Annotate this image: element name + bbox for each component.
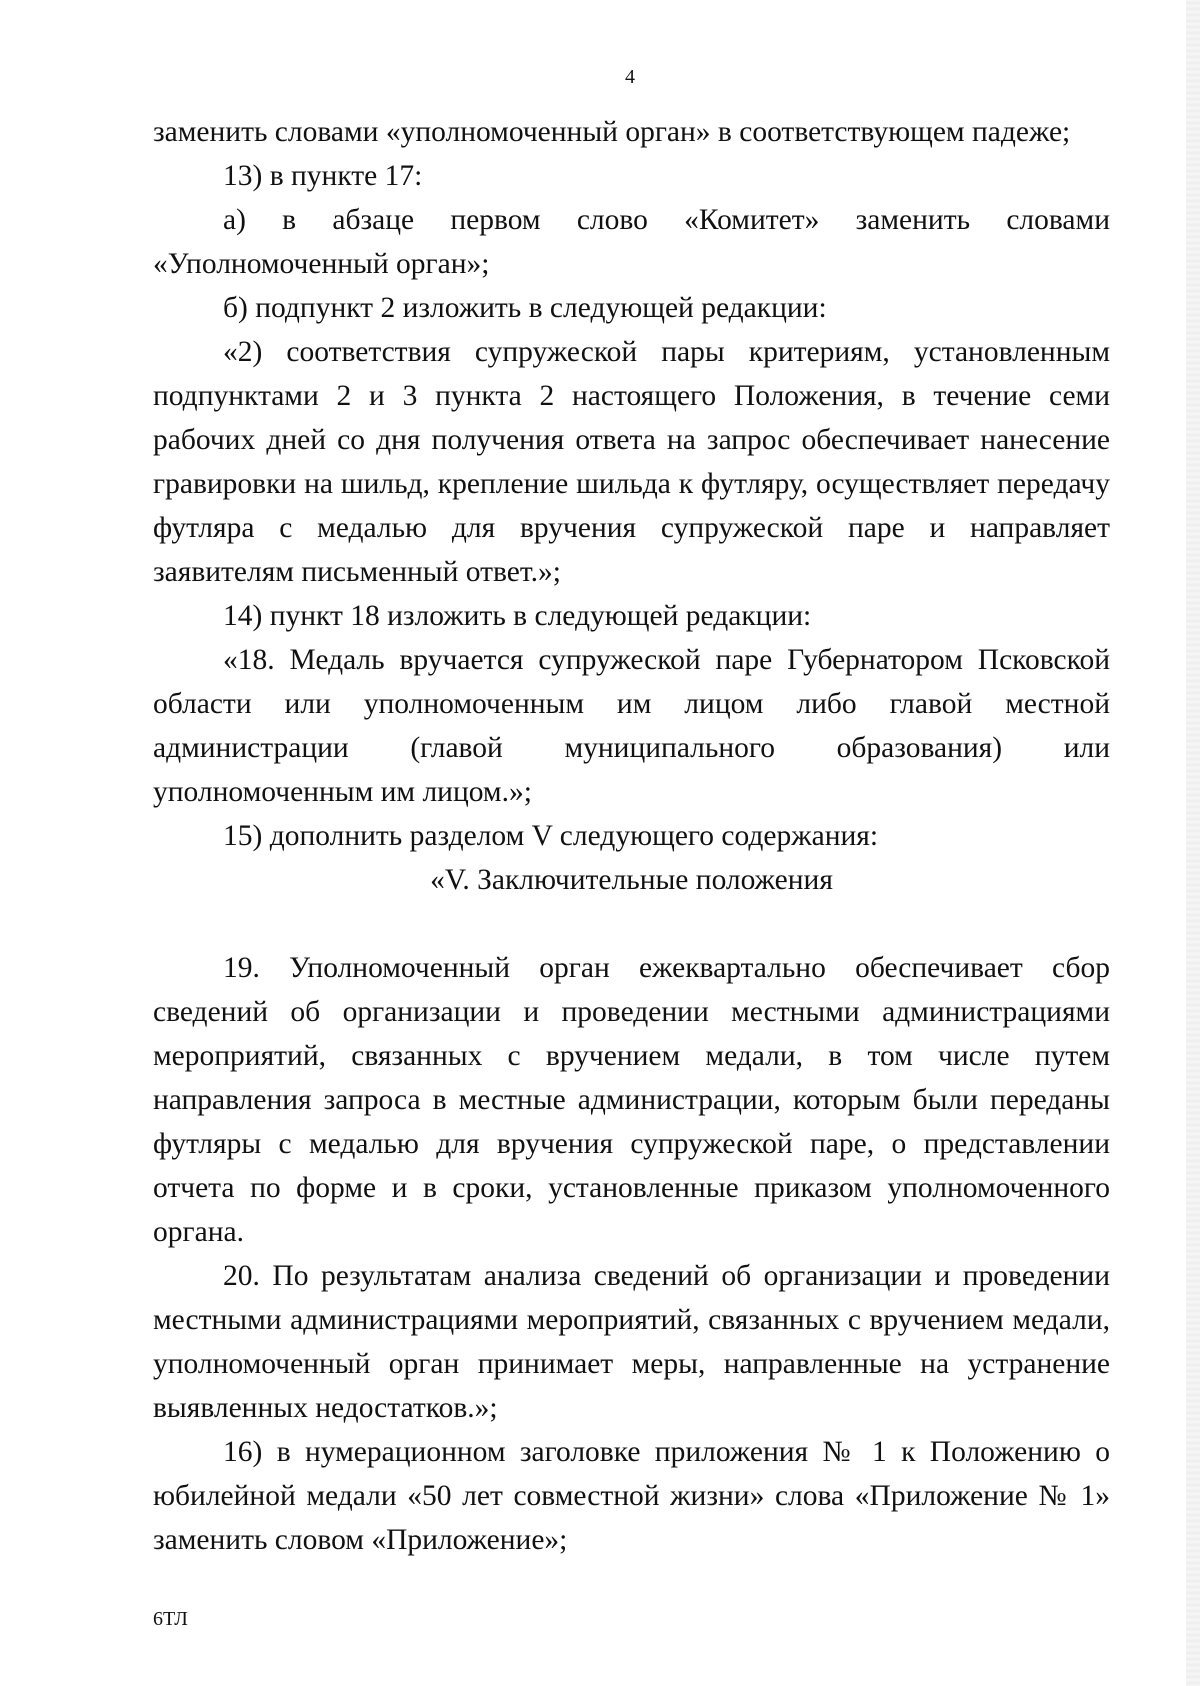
item-15: 15) дополнить разделом V следующего содержания:: [223, 820, 879, 852]
item-16: 16) в нумерационном заголовке приложения № 1 к Положению о юбилейной медали «50 лет совместной жизни» слова «Приложение № 1» заменить словом «Приложение»;: [153, 1436, 1110, 1556]
document-body: [153, 110, 1110, 1562]
point-19: 19. Уполномоченный орган ежеквартально обеспечивает сбор сведений об организации и проведении местными администрациями мероприятий, связанных с вручением медали, в том числе путем направления запроса в местные администрации, которым были переданы футляры с медалью для вручения супружеской паре, о представлении отчета по форме и в сроки, установленные приказом уполномоченного органа.: [153, 952, 1110, 1248]
page-number: 4: [625, 66, 635, 88]
footer-code: 6ТЛ: [153, 1608, 188, 1630]
quoted-subpoint-2: «2) соответствия супружеской пары критериям, установленным подпунктами 2 и 3 пункта 2 настоящего Положения, в течение семи рабочих дней со дня получения ответа на запрос обеспечивает нанесение гравировки на шильд, крепление шильда к футляру, осуществляет передачу футляра с медалью для вручения супружеской паре и направляет заявителям письменный ответ.»;: [153, 336, 1110, 588]
item-13: 13) в пункте 17:: [223, 160, 423, 192]
scan-edge: [1186, 0, 1200, 1686]
point-20: 20. По результатам анализа сведений об организации и проведении местными администрациями мероприятий, связанных с вручением медали, уполномоченный орган принимает меры, направленные на устранение выявленных недостатков.»;: [153, 1260, 1110, 1424]
subitem-a: а) в абзаце первом слово «Комитет» заменить словами «Уполномоченный орган»;: [153, 204, 1110, 280]
subitem-b: б) подпункт 2 изложить в следующей редакции:: [223, 292, 827, 324]
section-heading: «V. Заключительные положения: [430, 864, 833, 896]
item-14: 14) пункт 18 изложить в следующей редакции:: [223, 600, 812, 632]
quoted-point-18: «18. Медаль вручается супружеской паре Губернатором Псковской области или уполномоченным им лицом либо главой местной администрации (главой муниципального образования) или уполномоченным им лицом.»;: [153, 644, 1110, 808]
paragraph-continuation: заменить словами «уполномоченный орган» в соответствующем падеже;: [153, 116, 1071, 148]
